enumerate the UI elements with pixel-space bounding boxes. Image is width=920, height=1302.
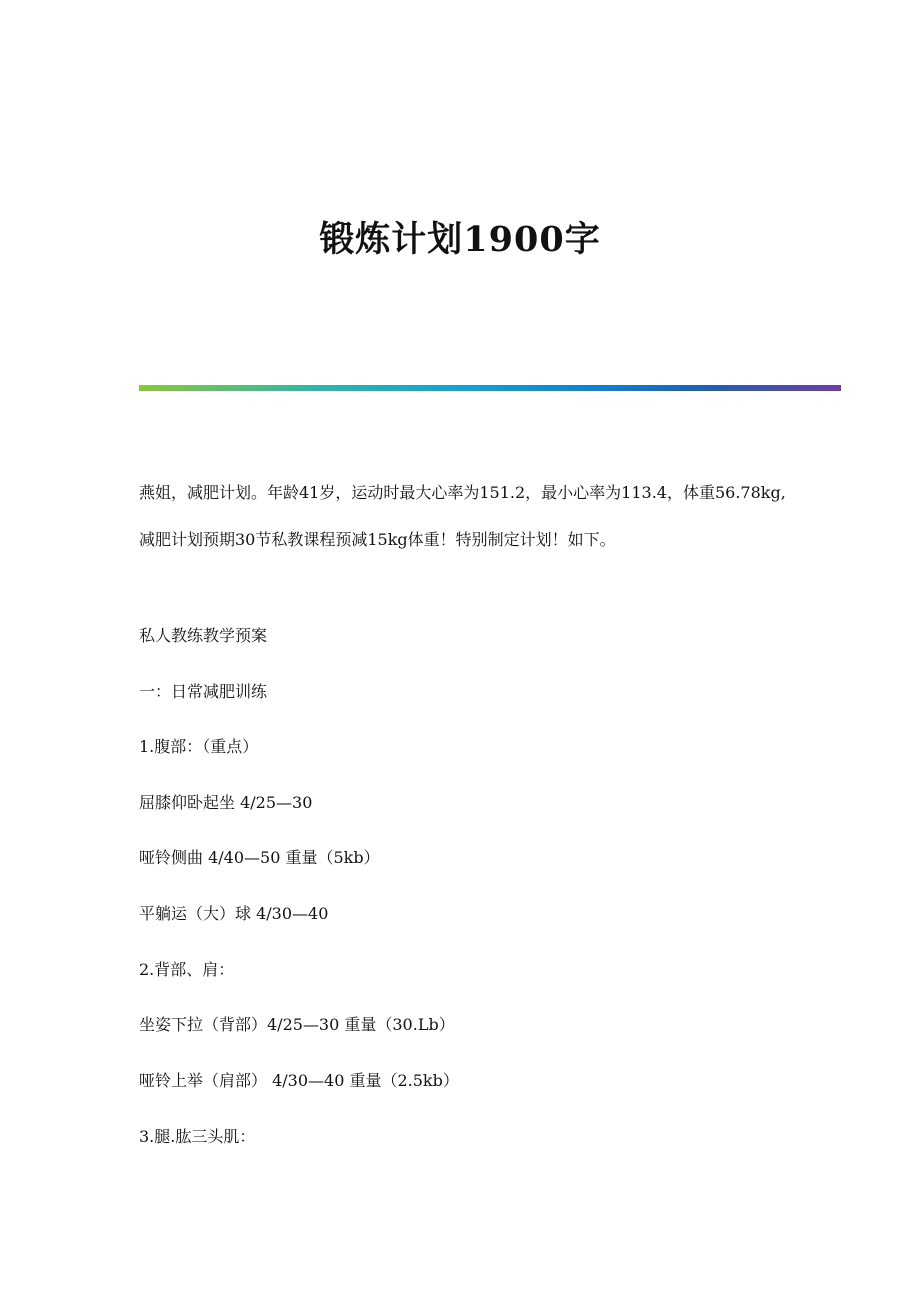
exercise-item: 平躺运（大）球 4/30—40 [139, 904, 329, 923]
exercise-item: 哑铃上举（肩部） 4/30—40 重量（2.5kb） [139, 1071, 459, 1090]
subsection-abdomen: 1.腹部：（重点） [139, 737, 259, 756]
subsection-back-shoulder: 2.背部、肩： [139, 960, 235, 979]
exercise-item: 坐姿下拉（背部）4/25—30 重量（30.Lb） [139, 1015, 455, 1034]
page-title: 锻炼计划1900字 [319, 219, 601, 260]
title-divider [139, 385, 841, 391]
exercise-item: 哑铃侧曲 4/40—50 重量（5kb） [139, 848, 380, 867]
intro-paragraph: 燕姐，减肥计划。年龄41岁，运动时最大心率为151.2，最小心率为113.4，体重56.78kg,减肥计划预期30节私教课程预减15kg体重！特别制定计划！如下。 [139, 483, 786, 549]
subsection-legs-triceps: 3.腿.肱三头肌： [139, 1127, 256, 1146]
exercise-item: 屈膝仰卧起坐 4/25—30 [139, 793, 313, 812]
section-heading-plan: 私人教练教学预案 [139, 626, 268, 645]
section-heading-daily-training: 一：日常减肥训练 [139, 682, 268, 701]
